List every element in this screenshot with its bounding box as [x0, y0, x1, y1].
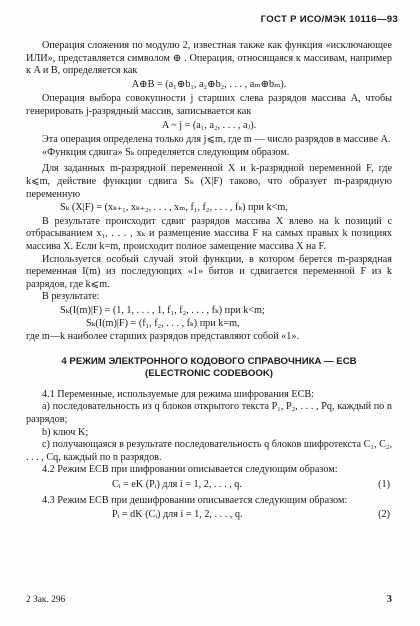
formula-select: A ~ j = (a₁, a₂, . . . , aⱼ). [161, 119, 257, 131]
equation-1 [26, 479, 392, 492]
section-heading [26, 356, 392, 381]
equation-2-formula: Pᵢ = dK (Cᵢ) для i = 1, 2, . . . , q. [112, 509, 243, 521]
page-number: 3 [386, 594, 392, 605]
paragraph-leading-ones: где m—k наиболее старших разрядов представляют собой «1». [26, 331, 299, 343]
equation-1-formula: Cᵢ = eK (Pᵢ) для i = 1, 2, . . . , q. [112, 479, 242, 490]
paragraph-select-defined: Эта операция определена только для j⩽m, где m — число разрядов в массиве A. [42, 134, 391, 146]
paragraph-shift-given: Для заданных m-разрядной переменной X и k-разрядной переменной F, где k⩽m, действие функции сдвига Sₖ (X|F) таково, что образует m-разрядную переменную [26, 163, 392, 200]
paragraph-shift-result: В результате происходит сдвиг разрядов массива X влево на k позиций с отбрасыванием x₁, . . . , xₖ и размещение массива F на самых правых k позициях массива X. Если k=m, происходит полное замещение массива X на F. [26, 215, 392, 252]
clause-4-1: 4.1 Переменные, используемые для режима шифрования ECB: [42, 388, 314, 400]
clause-4-3: 4.3 Режим ECB при дешифровании описывается следующим образом: [42, 494, 348, 506]
formula-shift-ones-2: Sₖ(I(m)|F) = (f₁, f₂, . . . , fₖ) при k=m, [86, 318, 240, 330]
formula-shift: Sₖ (X|F) = (xₖ₊₁, xₖ₊₂, . . . , xₘ, f₁, f₂, . . . , fₖ) при k<m, [60, 202, 288, 214]
section-title: 4 РЕЖИМ ЭЛЕКТРОННОГО КОДОВОГО СПРАВОЧНИКА — ECB [61, 355, 357, 367]
document-body [26, 40, 392, 525]
standard-code-header: ГОСТ Р ИСО/МЭК 10116—93 [260, 14, 398, 25]
equation-2 [26, 509, 392, 522]
footer-order-number: 2 Зак. 296 [26, 595, 66, 605]
paragraph-select: Операция выбора совокупности j старших слева разрядов массива A, чтобы генерировать j-разрядный массив, записывается как [26, 93, 392, 117]
paragraph-xor: Операция сложения по модулю 2, известная также как функция «исключающее ИЛИ», представляется символом ⊕ . Операция, относящаяся к массивам, например к A и B, определяется как [26, 40, 392, 77]
list-item-b: b) ключ K; [42, 426, 89, 438]
paragraph-shift-function: «Функция сдвига» Sₖ определяется следующим образом. [42, 146, 290, 158]
list-item-a: a) последовательность из q блоков открытого текста P₁, P₂, . . . , Pq, каждый по n разрядов; [26, 401, 392, 426]
formula-xor: A⊕B = (a₁⊕b₁, a₂⊕b₂, . . . , aₘ⊕bₘ). [131, 78, 287, 90]
equation-2-number: (2) [378, 509, 390, 521]
paragraph-result-label: В результате: [42, 291, 100, 303]
section-subtitle: (ELECTRONIC CODEBOOK) [145, 368, 273, 380]
equation-1-number: (1) [378, 479, 390, 490]
paragraph-special-case: Используется особый случай этой функции, в котором берется m-разрядная переменная I(m) из последующих «1» битов и сдвигается переменной F из k разрядов, где k⩽m. [26, 253, 392, 290]
list-item-c: c) получающаяся в результате последовательность q блоков шифротекста C₁, C₂, . . . , Cq, каждый по n разрядов. [26, 439, 392, 463]
clause-4-2: 4.2 Режим ECB при шифровании описывается следующим образом: [42, 464, 338, 476]
formula-shift-ones-1: Sₖ(I(m)|F) = (1, 1, . . . , 1, f₁, f₂, . . . , fₖ) при k<m; [60, 304, 265, 316]
